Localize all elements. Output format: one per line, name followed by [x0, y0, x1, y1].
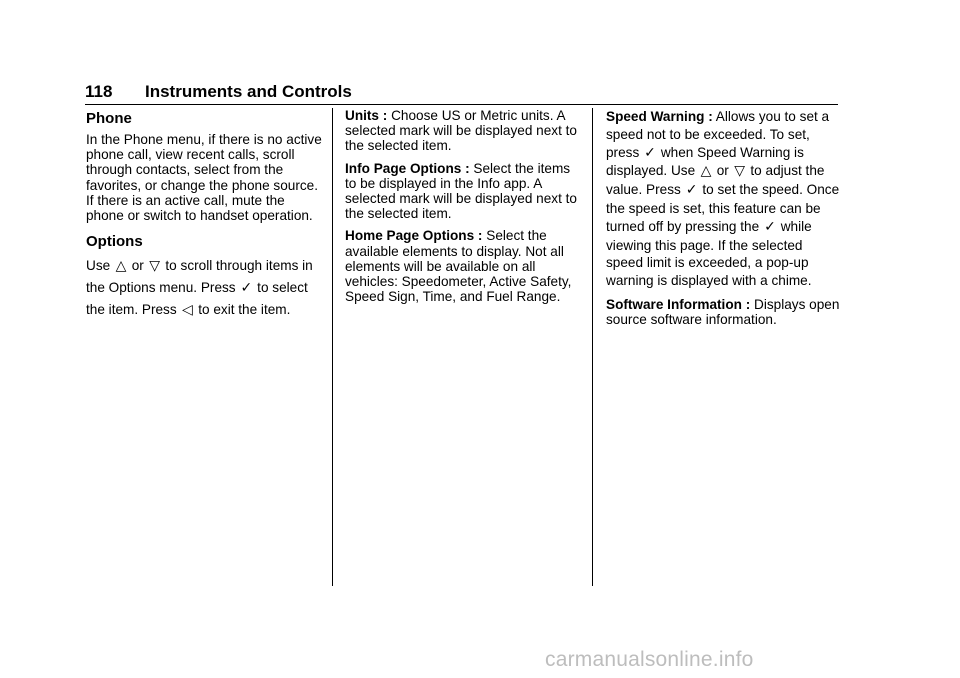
page-number: 118 [85, 82, 113, 101]
column-3 [606, 108, 842, 334]
text-run: to exit the item. [198, 302, 291, 318]
back-arrow-icon: ◁ [182, 302, 193, 319]
checkmark-icon: ✓ [644, 144, 656, 161]
info-label: Info Page Options : [345, 160, 470, 176]
text-run: Use [86, 258, 111, 274]
text-run: to select the item. Press [86, 280, 308, 318]
home-paragraph [345, 228, 581, 304]
speed-warning-paragraph [606, 108, 842, 290]
checkmark-icon: ✓ [764, 218, 776, 235]
text-run: while viewing this page. If the selected speed limit is exceeded, a pop-up warning is displayed with a chime. [606, 218, 812, 289]
up-arrow-icon: △ [115, 258, 127, 275]
watermark: carmanualsonline.info [545, 648, 754, 671]
text-run: or [716, 163, 729, 179]
options-paragraph [86, 255, 322, 321]
software-label: Software Information : [606, 296, 751, 312]
column-divider [332, 108, 333, 586]
page-header [85, 80, 838, 105]
column-divider [592, 108, 593, 586]
checkmark-icon: ✓ [685, 182, 698, 199]
column-1 [86, 108, 322, 328]
software-text: Displays open source software information. [606, 296, 840, 328]
text-run: to scroll through items in the Options menu. Press [86, 258, 313, 296]
info-text: Select the items to be displayed in the Info app. A selected mark will be displayed next to the selected item. [345, 160, 577, 222]
home-label: Home Page Options : [345, 228, 483, 244]
column-2 [345, 108, 581, 311]
checkmark-icon: ✓ [240, 280, 253, 297]
down-arrow-icon: ▽ [149, 258, 161, 275]
software-paragraph [606, 297, 842, 327]
section-title: Instruments and Controls [145, 82, 352, 101]
phone-paragraph: In the Phone menu, if there is no active phone call, view recent calls, scroll through contacts, select from the favorites, or change the phone source. If there is an active call, mute the phone or switch to handset operation. [86, 132, 322, 224]
text-run: Allows you to set a speed not to be exceeded. To set, press [606, 109, 830, 160]
up-arrow-icon: △ [700, 163, 712, 180]
phone-heading: Phone [86, 110, 132, 127]
text-run: or [131, 258, 144, 274]
home-text: Select the available elements to display. Not all elements will be available on all vehicles: Speedometer, Active Safety, Speed Sign, Time, and Fuel Range. [345, 228, 572, 305]
text-run: when Speed Warning is displayed. Use [606, 144, 804, 179]
units-paragraph [345, 108, 581, 154]
speed-warning-label: Speed Warning : [606, 109, 713, 124]
info-paragraph [345, 161, 581, 222]
units-text: Choose US or Metric units. A selected mark will be displayed next to the selected item. [345, 108, 577, 154]
text-run: to set the speed. Once the speed is set, this feature can be turned off by pressing the [606, 182, 840, 234]
options-heading: Options [86, 233, 143, 251]
units-label: Units : [345, 108, 388, 123]
down-arrow-icon: ▽ [734, 163, 745, 180]
text-run: to adjust the value. Press [606, 163, 825, 198]
